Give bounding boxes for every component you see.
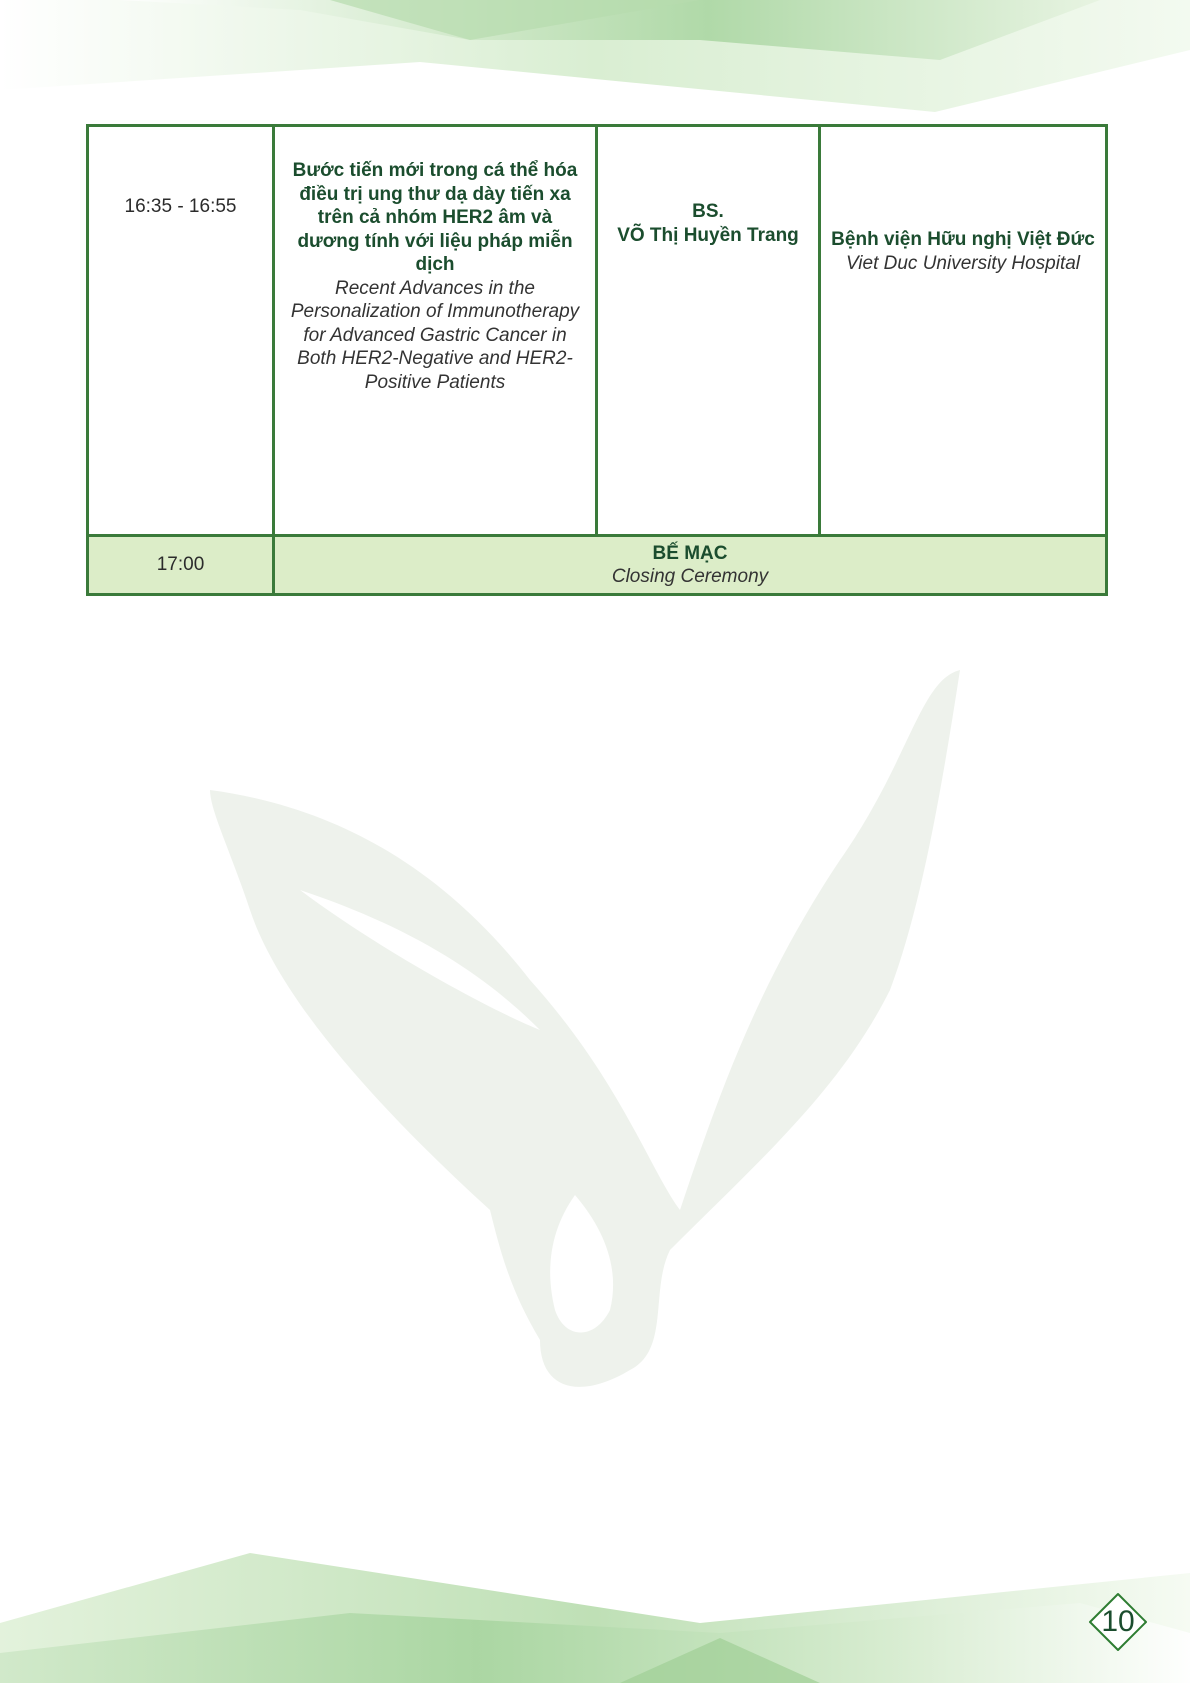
leaf-logo-icon: [200, 650, 980, 1410]
page-number: 10: [1101, 1605, 1135, 1638]
closing-time: 17:00: [88, 536, 274, 595]
top-decoration: [0, 0, 1190, 120]
topic-vietnamese: Bước tiến mới trong cá thể hóa điều trị ung thư dạ dày tiến xa trên cả nhóm HER2 âm và dương tính với liệu pháp miễn dịch: [292, 160, 578, 275]
closing-ceremony: [274, 536, 1107, 595]
topic-english: Recent Advances in the Personalization of Immunotherapy for Advanced Gastric Cancer in Both HER2-Negative and HER2-Positive Patients: [290, 277, 580, 393]
hospital-vietnamese: Bệnh viện Hữu nghị Việt Đức: [831, 229, 1095, 250]
session-topic: [274, 126, 597, 536]
speaker-name: VÕ Thị Huyền Trang: [617, 224, 799, 246]
schedule-table: [86, 124, 1108, 596]
closing-label-english: Closing Ceremony: [611, 566, 769, 587]
hospital-english: Viet Duc University Hospital: [845, 252, 1081, 274]
closing-label-vietnamese: BẾ MẠC: [652, 542, 728, 564]
speaker-title: BS.: [692, 201, 724, 222]
table-row-closing: [88, 536, 1107, 595]
session-time: 16:35 - 16:55: [88, 126, 274, 536]
bottom-decoration: [0, 1553, 1190, 1683]
table-row-talk: [88, 126, 1107, 536]
session-speaker: [597, 126, 820, 536]
session-hospital: [820, 126, 1107, 536]
